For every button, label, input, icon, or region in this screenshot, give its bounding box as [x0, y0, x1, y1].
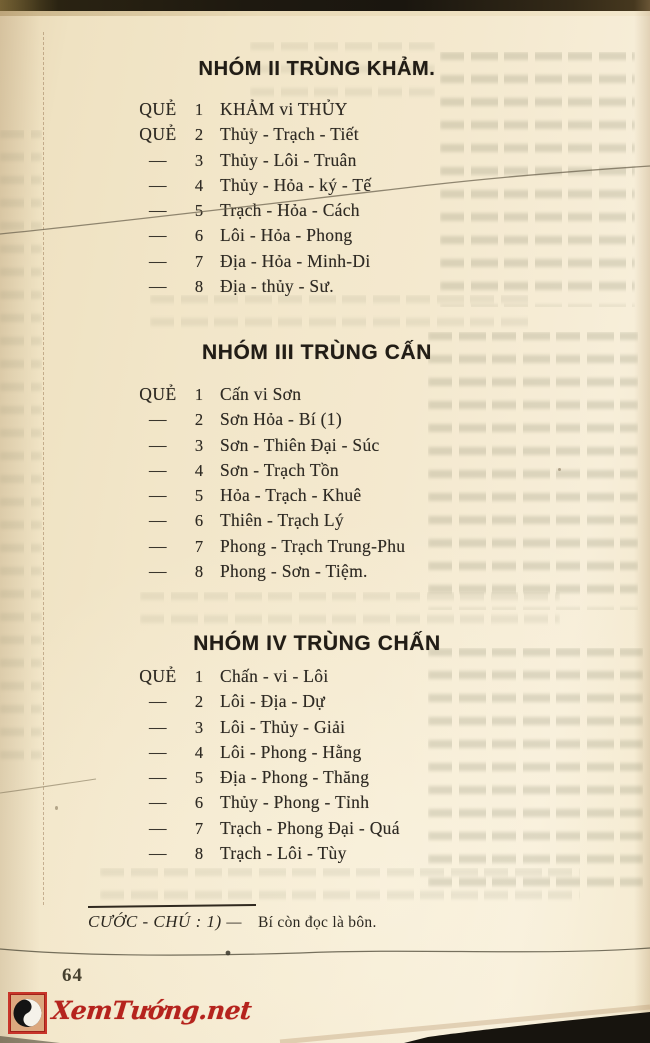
hexagram-number: 3: [194, 435, 204, 455]
que-label: —: [149, 149, 167, 170]
hexagram-row: [0, 150, 650, 175]
hexagram-number: 7: [194, 818, 204, 838]
hexagram-row: [0, 561, 650, 586]
hexagram-number: 2: [194, 125, 204, 145]
hexagram-row: [0, 691, 650, 716]
hexagram-name: KHẢM vi THỦY: [220, 99, 348, 119]
hexagram-name: Chấn - vi - Lôi: [220, 666, 329, 686]
hexagram-number: 1: [194, 100, 204, 119]
hexagram-name: Trạch - Hỏa - Cách: [220, 200, 360, 221]
hexagram-number: 8: [194, 277, 204, 297]
hexagram-name: Cấn vi Sơn: [220, 384, 302, 404]
que-label: —: [149, 535, 167, 556]
que-label: —: [149, 843, 167, 864]
hexagram-row: [0, 435, 650, 460]
hexagram-number: 4: [194, 175, 204, 195]
hexagram-name: Sơn - Trạch Tồn: [220, 459, 339, 480]
hexagram-list-nhom-iii: [0, 384, 650, 586]
hexagram-row: [0, 767, 650, 792]
hexagram-row: [0, 818, 650, 843]
section-title-nhom-ii: NHÓM II TRÙNG KHẢM.: [198, 58, 436, 80]
hexagram-name: Phong - Trạch Trung-Phu: [220, 535, 406, 556]
hexagram-name: Địa - Hỏa - Minh-Di: [220, 250, 371, 271]
hexagram-name: Thiên - Trạch Lý: [220, 510, 344, 531]
scan-top-edge-shadow: [0, 11, 650, 16]
hexagram-name: Lôi - Địa - Dự: [220, 691, 326, 712]
hexagram-number: 1: [194, 385, 204, 404]
hexagram-row: [0, 742, 650, 767]
hexagram-number: 6: [194, 793, 204, 813]
hexagram-row: [0, 384, 650, 409]
hexagram-number: 7: [194, 251, 204, 271]
hexagram-name: Thủy - Lôi - Truân: [220, 149, 357, 170]
hexagram-name: Sơn - Thiên Đại - Súc: [220, 434, 380, 455]
hexagram-name: Trạch - Phong Đại - Quá: [220, 817, 400, 838]
hexagram-number: 7: [194, 536, 204, 556]
hexagram-row: [0, 717, 650, 742]
hexagram-row: [0, 536, 650, 561]
hexagram-row: [0, 792, 650, 817]
footnote: [88, 905, 377, 932]
hexagram-number: 3: [194, 717, 204, 737]
que-label: —: [149, 817, 167, 838]
hexagram-row: [0, 409, 650, 434]
bleedthrough-texture: [100, 868, 580, 904]
hexagram-row: [0, 510, 650, 535]
hexagram-number: 6: [194, 511, 204, 531]
hexagram-number: 5: [194, 201, 204, 221]
page-number: 64: [62, 965, 83, 986]
hexagram-row: [0, 251, 650, 276]
yin-yang-icon: [8, 992, 47, 1039]
watermark: [8, 992, 251, 1039]
que-label: —: [149, 691, 167, 712]
que-label: —: [149, 716, 167, 737]
que-label: —: [149, 561, 167, 582]
scan-top-edge: [0, 0, 650, 11]
hexagram-number: 4: [194, 742, 204, 762]
hexagram-row: [0, 276, 650, 301]
hexagram-row: [0, 666, 650, 691]
que-label: —: [149, 276, 167, 297]
hexagram-number: 5: [194, 768, 204, 788]
hexagram-name: Địa - Phong - Thăng: [220, 767, 370, 788]
hexagram-row: [0, 200, 650, 225]
que-label: QUẺ: [139, 384, 177, 404]
hexagram-name: Lôi - Phong - Hằng: [220, 741, 362, 762]
hexagram-name: Sơn Hỏa - Bí (1): [220, 409, 342, 430]
hexagram-row: [0, 843, 650, 868]
que-label: —: [149, 250, 167, 271]
hexagram-name: Lôi - Thủy - Giải: [220, 716, 346, 737]
hexagram-row: [0, 485, 650, 510]
hexagram-number: 8: [194, 562, 204, 582]
hexagram-row: [0, 124, 650, 149]
hexagram-row: [0, 175, 650, 200]
hexagram-name: Trạch - Lôi - Tùy: [220, 843, 347, 864]
bleedthrough-texture: [140, 592, 560, 636]
que-label: —: [149, 225, 167, 246]
que-label: —: [149, 767, 167, 788]
hexagram-row: [0, 99, 650, 124]
hexagram-number: 3: [194, 150, 204, 170]
hexagram-number: 6: [194, 226, 204, 246]
watermark-site-text: XemTướng.net: [50, 996, 253, 1025]
hexagram-number: 2: [194, 410, 204, 430]
hexagram-number: 2: [194, 692, 204, 712]
que-label: —: [149, 485, 167, 506]
hexagram-number: 1: [194, 667, 204, 686]
hexagram-number: 5: [194, 486, 204, 506]
que-label: —: [149, 174, 167, 195]
que-label: —: [149, 741, 167, 762]
hexagram-number: 8: [194, 844, 204, 864]
que-label: —: [149, 200, 167, 221]
section-title-nhom-iv: NHÓM IV TRÙNG CHẤN: [193, 632, 441, 655]
que-label: —: [149, 434, 167, 455]
que-label: —: [149, 510, 167, 531]
hexagram-name: Phong - Sơn - Tiệm.: [220, 561, 368, 582]
hexagram-name: Thủy - Hỏa - ký - Tế: [220, 174, 372, 195]
footnote-label: CƯỚC - CHÚ : 1) —: [88, 912, 243, 931]
hexagram-name: Địa - thủy - Sư.: [220, 276, 334, 297]
hexagram-row: [0, 225, 650, 250]
hexagram-name: Lôi - Hỏa - Phong: [220, 225, 353, 246]
que-label: —: [149, 459, 167, 480]
footnote-text: Bí còn đọc là bôn.: [258, 914, 377, 931]
hexagram-list-nhom-iv: [0, 666, 650, 868]
que-label: —: [149, 792, 167, 813]
que-label: —: [149, 409, 167, 430]
que-label: QUẺ: [139, 666, 177, 686]
que-label: QUẺ: [139, 124, 177, 145]
hexagram-number: 4: [194, 460, 204, 480]
hexagram-list-nhom-ii: [0, 99, 650, 301]
footnote-rule: [88, 904, 256, 908]
que-label: QUẺ: [139, 99, 177, 119]
section-title-nhom-iii: NHÓM III TRÙNG CẤN: [201, 341, 433, 364]
hexagram-name: Hỏa - Trạch - Khuê: [220, 485, 362, 506]
hexagram-name: Thủy - Phong - Tỉnh: [220, 792, 370, 813]
hexagram-name: Thủy - Trạch - Tiết: [220, 124, 359, 145]
hexagram-row: [0, 460, 650, 485]
